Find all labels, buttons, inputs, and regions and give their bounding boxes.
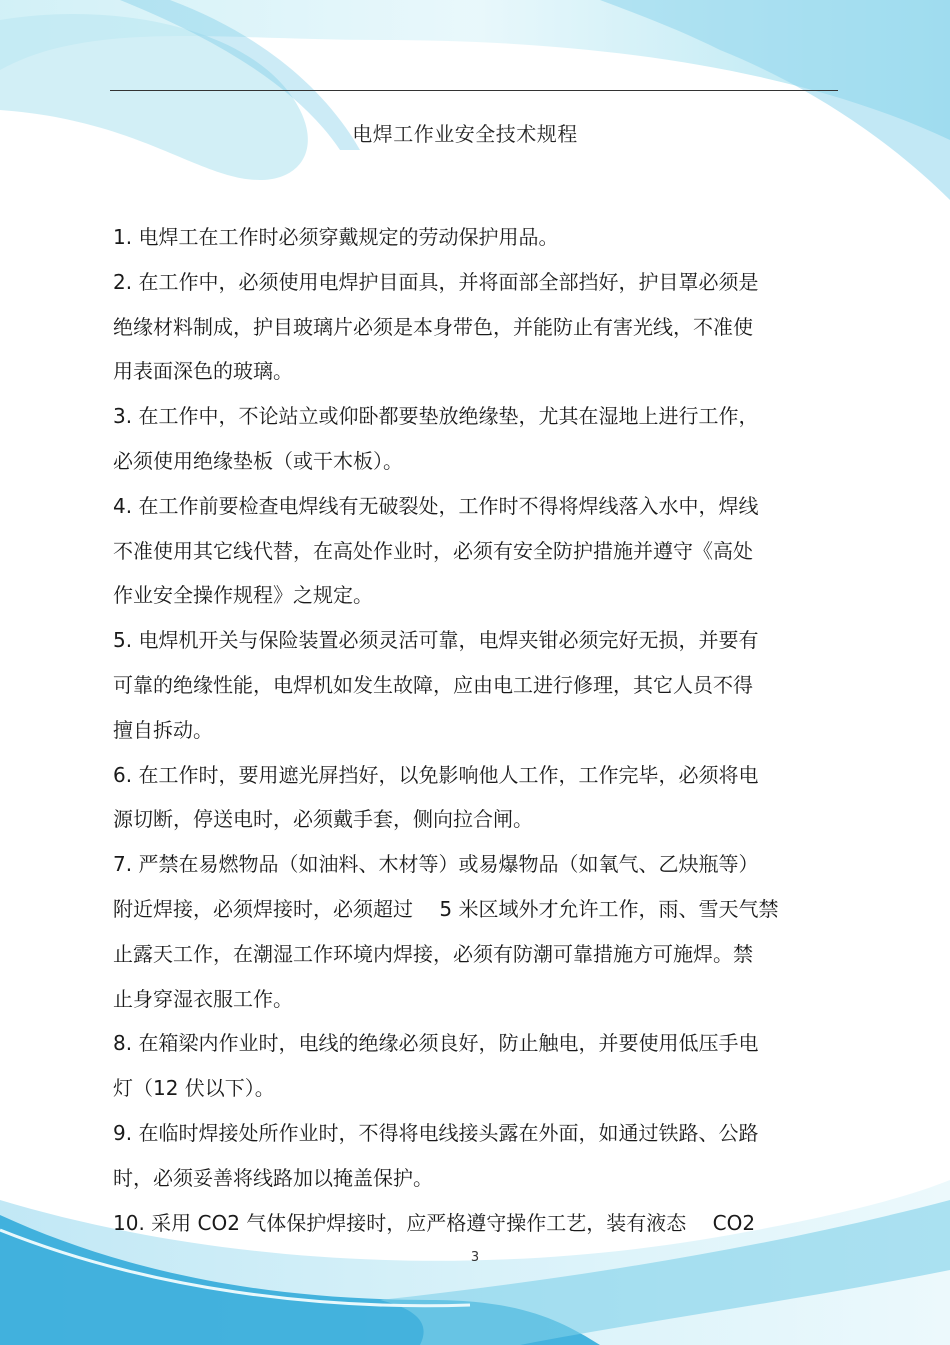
text-line: 5. 电焊机开关与保险装置必须灵活可靠，电焊夹钳必须完好无损，并要有 xyxy=(113,628,759,653)
text-line: 擅自拆动。 xyxy=(113,717,213,742)
text-line: 作业安全操作规程》之规定。 xyxy=(113,583,373,608)
text-line: 9. 在临时焊接处所作业时，不得将电线接头露在外面，如通过铁路、公路 xyxy=(113,1120,759,1145)
document-title: 电焊工作业安全技术规程 xyxy=(352,122,578,146)
text-line: 源切断，停送电时，必须戴手套，侧向拉合闸。 xyxy=(113,807,533,832)
text-line: 时，必须妥善将线路加以掩盖保护。 xyxy=(113,1165,433,1190)
text-line: 7. 严禁在易燃物品（如油料、木材等）或易爆物品（如氧气、乙炔瓶等） xyxy=(113,852,759,877)
text-line: 止身穿湿衣服工作。 xyxy=(113,986,293,1011)
text-line: 灯（12 伏以下）。 xyxy=(113,1076,275,1101)
text-line: 4. 在工作前要检查电焊线有无破裂处，工作时不得将焊线落入水中，焊线 xyxy=(113,493,759,518)
page-number: 3 xyxy=(470,1250,480,1265)
text-line: 绝缘材料制成，护目玻璃片必须是本身带色，并能防止有害光线，不准使 xyxy=(113,314,753,339)
text-line: 1. 电焊工在工作时必须穿戴规定的劳动保护用品。 xyxy=(113,225,559,249)
header-rule xyxy=(110,90,838,91)
text-line: 止露天工作，在潮湿工作环境内焊接，必须有防潮可靠措施方可施焊。禁 xyxy=(113,941,753,966)
text-line: 10. 采用 CO2 气体保护焊接时，应严格遵守操作工艺，装有液态 CO2 xyxy=(113,1210,756,1235)
text-line: 可靠的绝缘性能，电焊机如发生故障，应由电工进行修理，其它人员不得 xyxy=(113,672,753,697)
text-line: 2. 在工作中，必须使用电焊护目面具，并将面部全部挡好，护目罩必须是 xyxy=(113,269,759,294)
text-line: 附近焊接，必须焊接时，必须超过 5 米区域外才允许工作，雨、雪天气禁 xyxy=(113,896,779,921)
text-line: 用表面深色的玻璃。 xyxy=(113,359,293,384)
text-line: 3. 在工作中，不论站立或仰卧都要垫放绝缘垫，尤其在湿地上进行工作， xyxy=(113,404,759,429)
text-line: 必须使用绝缘垫板（或干木板）。 xyxy=(113,448,403,473)
document-body xyxy=(113,215,823,1245)
text-line: 6. 在工作时，要用遮光屏挡好，以免影响他人工作，工作完毕，必须将电 xyxy=(113,762,759,787)
text-line: 不准使用其它线代替，在高处作业时，必须有安全防护措施并遵守《高处 xyxy=(113,538,753,563)
text-line: 8. 在箱梁内作业时，电线的绝缘必须良好，防止触电，并要使用低压手电 xyxy=(113,1031,759,1056)
